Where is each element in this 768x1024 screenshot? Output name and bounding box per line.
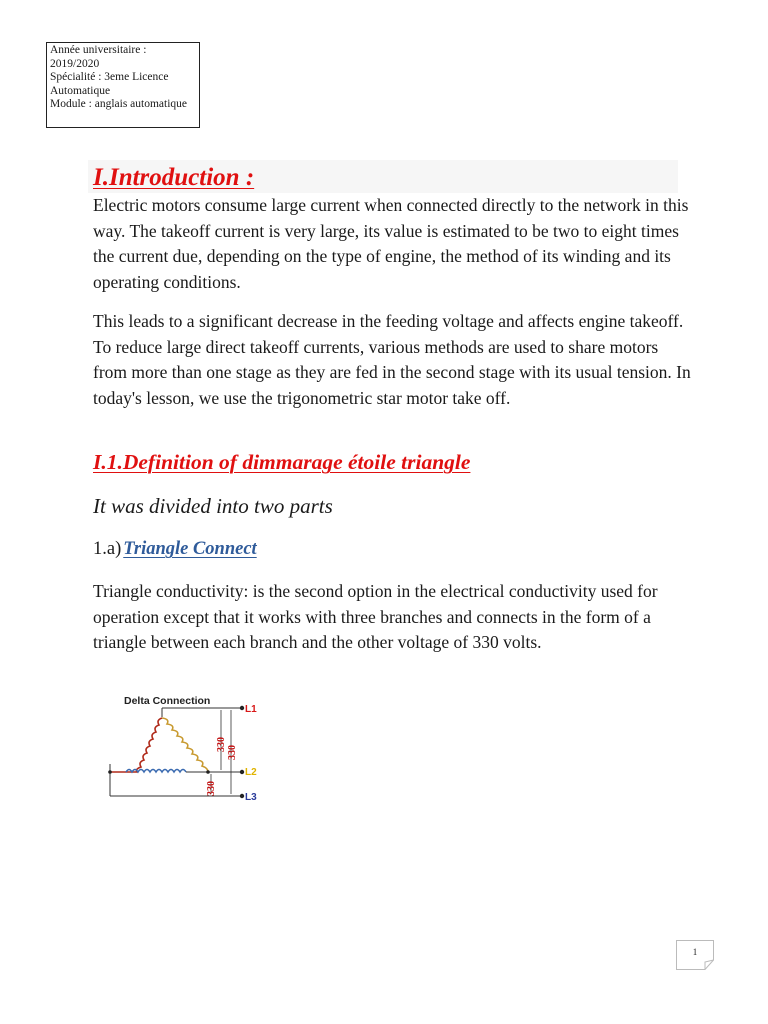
triangle-connect-link[interactable]: Triangle Connect [123, 539, 257, 559]
coil-red [110, 718, 162, 772]
diagram-title: Delta Connection [124, 695, 211, 707]
line-label-l2: L2 [245, 767, 257, 778]
intro-heading: I.Introduction : [93, 164, 255, 191]
terminal-l3-dot [240, 794, 244, 798]
item-prefix: 1.a) [93, 539, 122, 559]
definition-heading: I.1.Definition of dimmarage étoile triangle [93, 450, 471, 474]
course-info-box [46, 42, 200, 128]
info-line-specialty: Spécialité : 3eme Licence Automatique [50, 71, 169, 97]
line-label-l3: L3 [245, 792, 257, 803]
intro-paragraph-1: Electric motors consume large current when connected directly to the network in this way. The takeoff current is very large, its value is estimated to be two to eight times the current due, depending on the type of engine, the method of its winding and its operating conditions. [93, 195, 689, 292]
triangle-connect-heading [93, 539, 257, 560]
definition-subtitle: It was divided into two parts [93, 494, 333, 518]
triangle-paragraph: Triangle conductivity: is the second option in the electrical conductivity used for operation except that it works with three branches and connects in the form of a triangle between each branch and the other voltage of 330 volts. [93, 581, 658, 652]
voltage-label-1: 330 [216, 737, 227, 752]
line-label-l1: L1 [245, 704, 257, 715]
info-line-year: Année universitaire : 2019/2020 [50, 44, 147, 70]
page-number: 1 [692, 947, 698, 957]
info-line-module: Module : anglais automatique [50, 98, 188, 110]
voltage-label-3: 330 [206, 781, 217, 796]
terminal-l2-dot [240, 770, 244, 774]
terminal-l1-dot [240, 706, 244, 710]
intro-paragraph-2: This leads to a significant decrease in the feeding voltage and affects engine takeoff. To reduce large direct takeoff currents, various methods are used to share motors from more than one stage as they are fed in the second stage with its usual tension. In today's lesson, we use the trigonometric star motor take off. [93, 311, 691, 408]
delta-connection-diagram [104, 688, 274, 806]
coil-gold [162, 718, 208, 772]
voltage-label-2: 330 [227, 745, 238, 760]
